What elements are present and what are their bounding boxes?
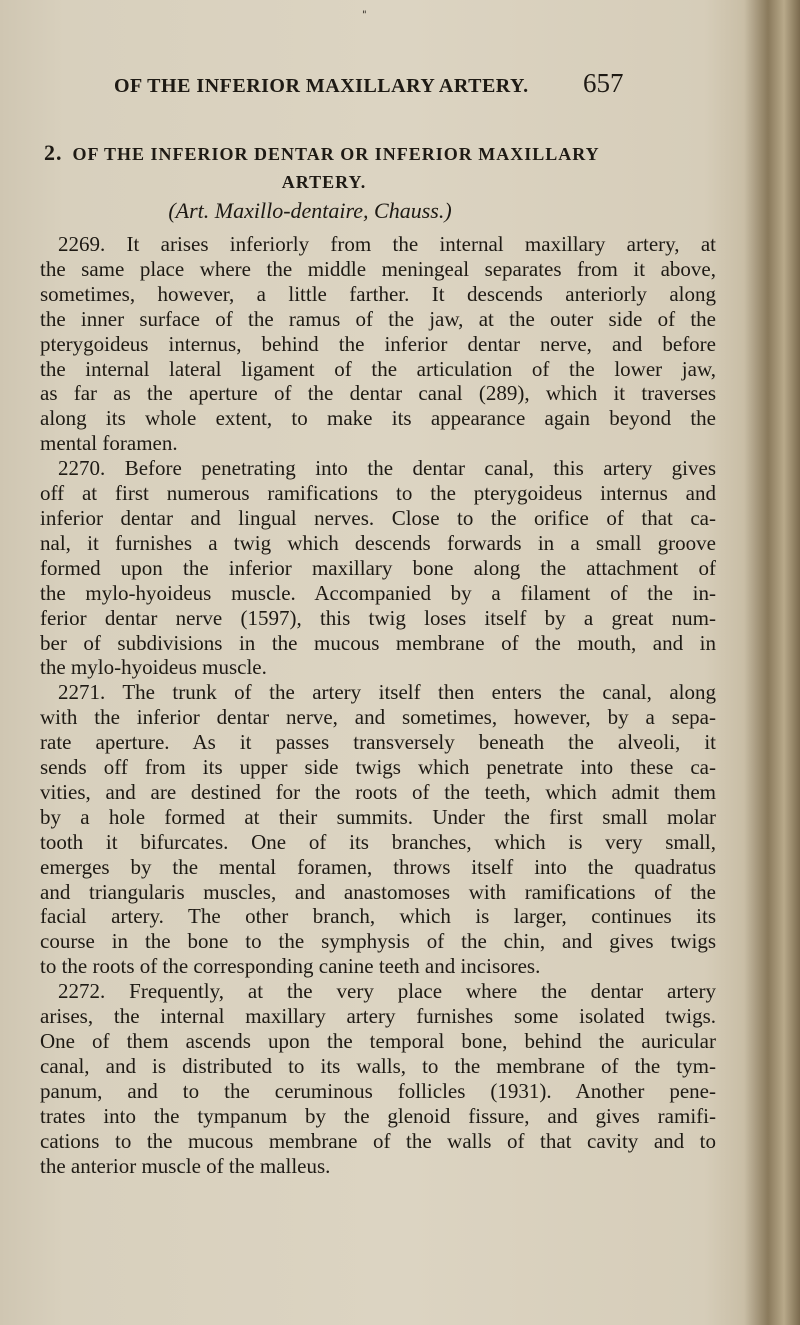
text-line: rate aperture. As it passes transversely beneath the alveoli, it [40,730,716,755]
text-line: trates into the tympanum by the glenoid fissure, and gives ramifi- [40,1103,716,1128]
text-line: by a hole formed at their summits. Under the first small molar [40,804,716,829]
paragraph [40,456,716,680]
page-number: 657 [583,68,624,98]
text-line: panum, and to the ceruminous follicles (1931). Another pene- [40,1078,716,1103]
text-line: nal, it furnishes a twig which descends forwards in a small groove [40,530,716,555]
text-line: formed upon the inferior maxillary bone along the attachment of [40,555,716,580]
text-line: ferior dentar nerve (1597), this twig loses itself by a great num- [40,605,716,630]
text-line: sometimes, however, a little farther. It descends anteriorly along [40,281,716,306]
text-line: canal, and is distributed to its walls, to the membrane of the tym- [40,1053,716,1078]
running-head: OF THE INFERIOR MAXILLARY ARTERY. [114,75,529,97]
text-line: the internal lateral ligament of the articulation of the lower jaw, [40,356,716,381]
printer-mark: " [362,10,367,21]
text-line: tooth it bifurcates. One of its branches, which is very small, [40,829,716,854]
text-line: the same place where the middle meningeal separates from it above, [40,256,716,281]
section-subtitle: (Art. Maxillo-dentaire, Chauss.) [168,198,452,223]
text-line: facial artery. The other branch, which is larger, continues its [40,904,716,929]
text-line: cations to the mucous membrane of the walls of that cavity and to [40,1128,716,1153]
text-line: with the inferior dentar nerve, and sometimes, however, by a sepa- [40,705,716,730]
text-line: course in the bone to the symphysis of the chin, and gives twigs [40,929,716,954]
paragraph [40,979,716,1178]
text-line: vities, and are destined for the roots of the teeth, which admit them [40,779,716,804]
text-line: mental foramen. [40,431,178,456]
text-line: sends off from its upper side twigs which penetrate into these ca- [40,755,716,780]
section-heading [44,140,604,193]
text-line: inferior dentar and lingual nerves. Close to the orifice of that ca- [40,505,716,530]
text-line: the anterior muscle of the malleus. [40,1153,331,1178]
text-line: and triangularis muscles, and anastomoses with ramifications of the [40,879,716,904]
text-line: 2269. It arises inferiorly from the internal maxillary artery, at [58,232,716,256]
text-line: 2272. Frequently, at the very place where the dentar artery [58,979,716,1004]
paragraph [40,232,716,456]
text-line: arises, the internal maxillary artery furnishes some isolated twigs. [40,1004,716,1029]
section-number: 2. [44,140,63,165]
body-text [40,232,716,1178]
text-line: pterygoideus internus, behind the inferior dentar nerve, and before [40,331,716,356]
text-line: as far as the aperture of the dentar canal (289), which it traverses [40,381,716,406]
text-line: along its whole extent, to make its appearance again beyond the [40,406,716,431]
text-line: the mylo-hyoideus muscle. Accompanied by a filament of the in- [40,580,716,605]
text-line: off at first numerous ramifications to the pterygoideus internus and [40,481,716,506]
text-line: to the roots of the corresponding canine teeth and incisores. [40,954,541,979]
text-line: 2271. The trunk of the artery itself then enters the canal, along [58,680,716,705]
text-line: the mylo-hyoideus muscle. [40,655,267,680]
text-line: the inner surface of the ramus of the jaw, at the outer side of the [40,306,716,331]
section-title-line1: OF THE INFERIOR DENTAR OR INFERIOR MAXILLARY [72,144,600,164]
text-line: ber of subdivisions in the mucous membrane of the mouth, and in [40,630,716,655]
text-line: One of them ascends upon the temporal bone, behind the auricular [40,1029,716,1053]
paragraph [40,680,716,979]
section-title-line2: ARTERY. [281,172,367,192]
text-line: emerges by the mental foramen, throws itself into the quadratus [40,854,716,879]
text-line: 2270. Before penetrating into the dentar canal, this artery gives [58,456,716,481]
